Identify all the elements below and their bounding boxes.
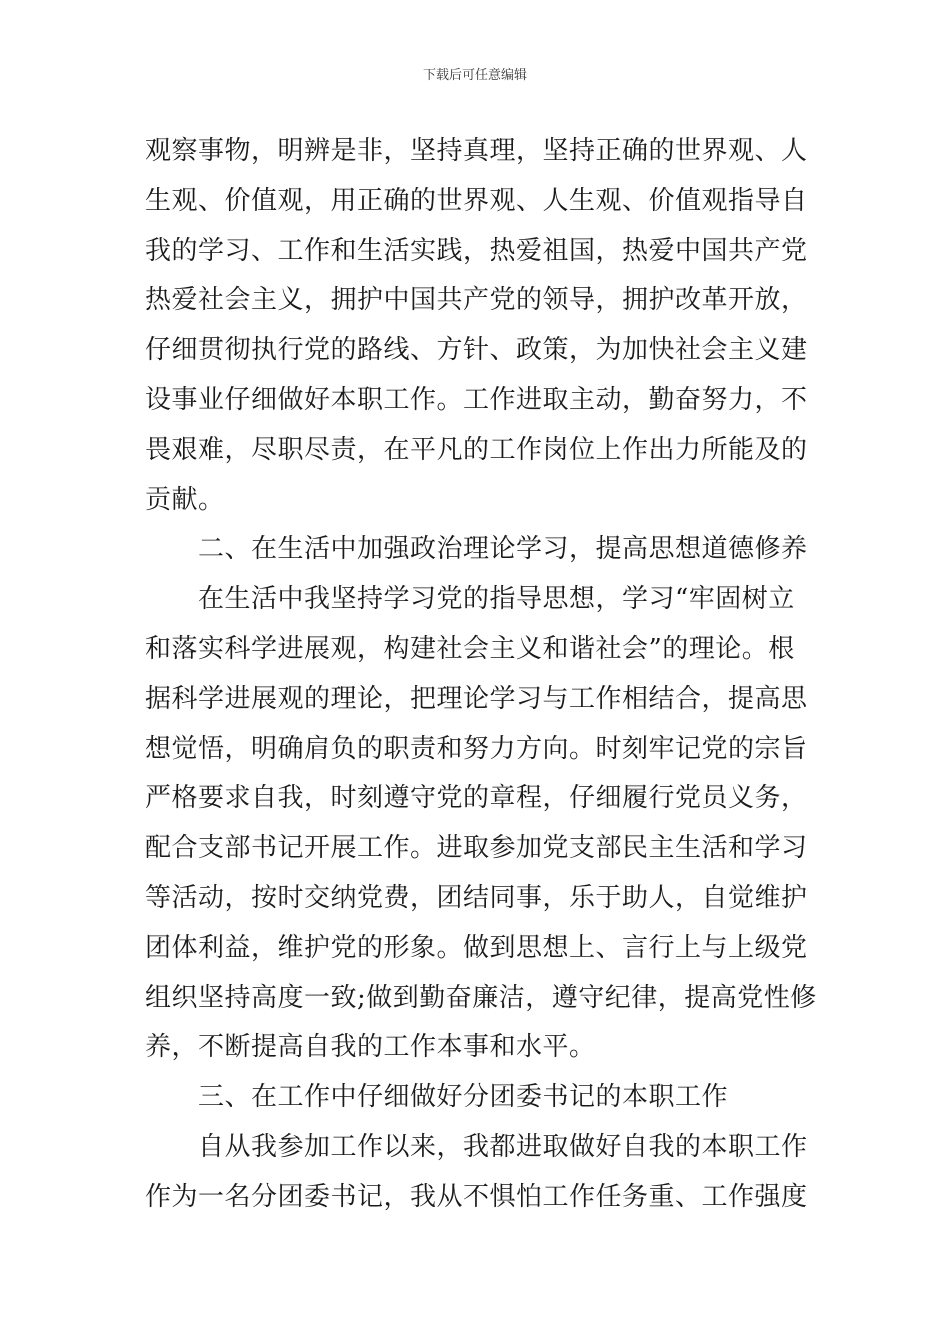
text-line: 生观、价值观，用正确的世界观、人生观、价值观指导自: [145, 185, 808, 216]
text-line: 和落实科学进展观，构建社会主义和谐社会”的理论。根: [145, 633, 795, 664]
document-body: [145, 127, 817, 1223]
text-line: 我的学习、工作和生活实践，热爱祖国，热爱中国共产党: [145, 235, 808, 266]
section-heading: 三、在工作中仔细做好分团委书记的本职工作: [145, 1082, 729, 1113]
text-line: 严格要求自我，时刻遵守党的章程，仔细履行党员义务，: [145, 783, 808, 814]
text-line: 自从我参加工作以来，我都进取做好自我的本职工作: [145, 1131, 808, 1162]
text-line: 据科学进展观的理论，把理论学习与工作相结合，提高思: [145, 683, 808, 714]
text-line: 等活动，按时交纳党费，团结同事，乐于助人，自觉维护: [145, 882, 808, 913]
text-line: 组织坚持高度一致;做到勤奋廉洁，遵守纪律，提高党性修: [145, 982, 817, 1013]
section-heading: 二、在生活中加强政治理论学习，提高思想道德修养: [145, 534, 808, 565]
text-line: 养，不断提高自我的工作本事和水平。: [145, 1032, 596, 1063]
text-line: 设事业仔细做好本职工作。工作进取主动，勤奋努力，不: [145, 384, 808, 415]
text-line: 配合支部书记开展工作。进取参加党支部民主生活和学习: [145, 833, 808, 864]
text-line: 团体利益，维护党的形象。做到思想上、言行上与上级党: [145, 932, 808, 963]
text-line: 在生活中我坚持学习党的指导思想，学习“牢固树立: [145, 584, 795, 615]
text-line: 作为一名分团委书记，我从不惧怕工作任务重、工作强度: [145, 1181, 808, 1212]
text-line: 贡献。: [145, 484, 225, 515]
text-line: 观察事物，明辨是非，坚持真理，坚持正确的世界观、人: [145, 136, 808, 166]
text-line: 仔细贯彻执行党的路线、方针、政策，为加快社会主义建: [145, 335, 808, 366]
text-line: 想觉悟，明确肩负的职责和努力方向。时刻牢记党的宗旨: [145, 733, 808, 764]
text-line: 畏艰难，尽职尽责，在平凡的工作岗位上作出力所能及的: [145, 434, 808, 465]
text-line: 热爱社会主义，拥护中国共产党的领导，拥护改革开放，: [145, 285, 808, 316]
page-header: 下载后可任意编辑: [422, 68, 527, 83]
